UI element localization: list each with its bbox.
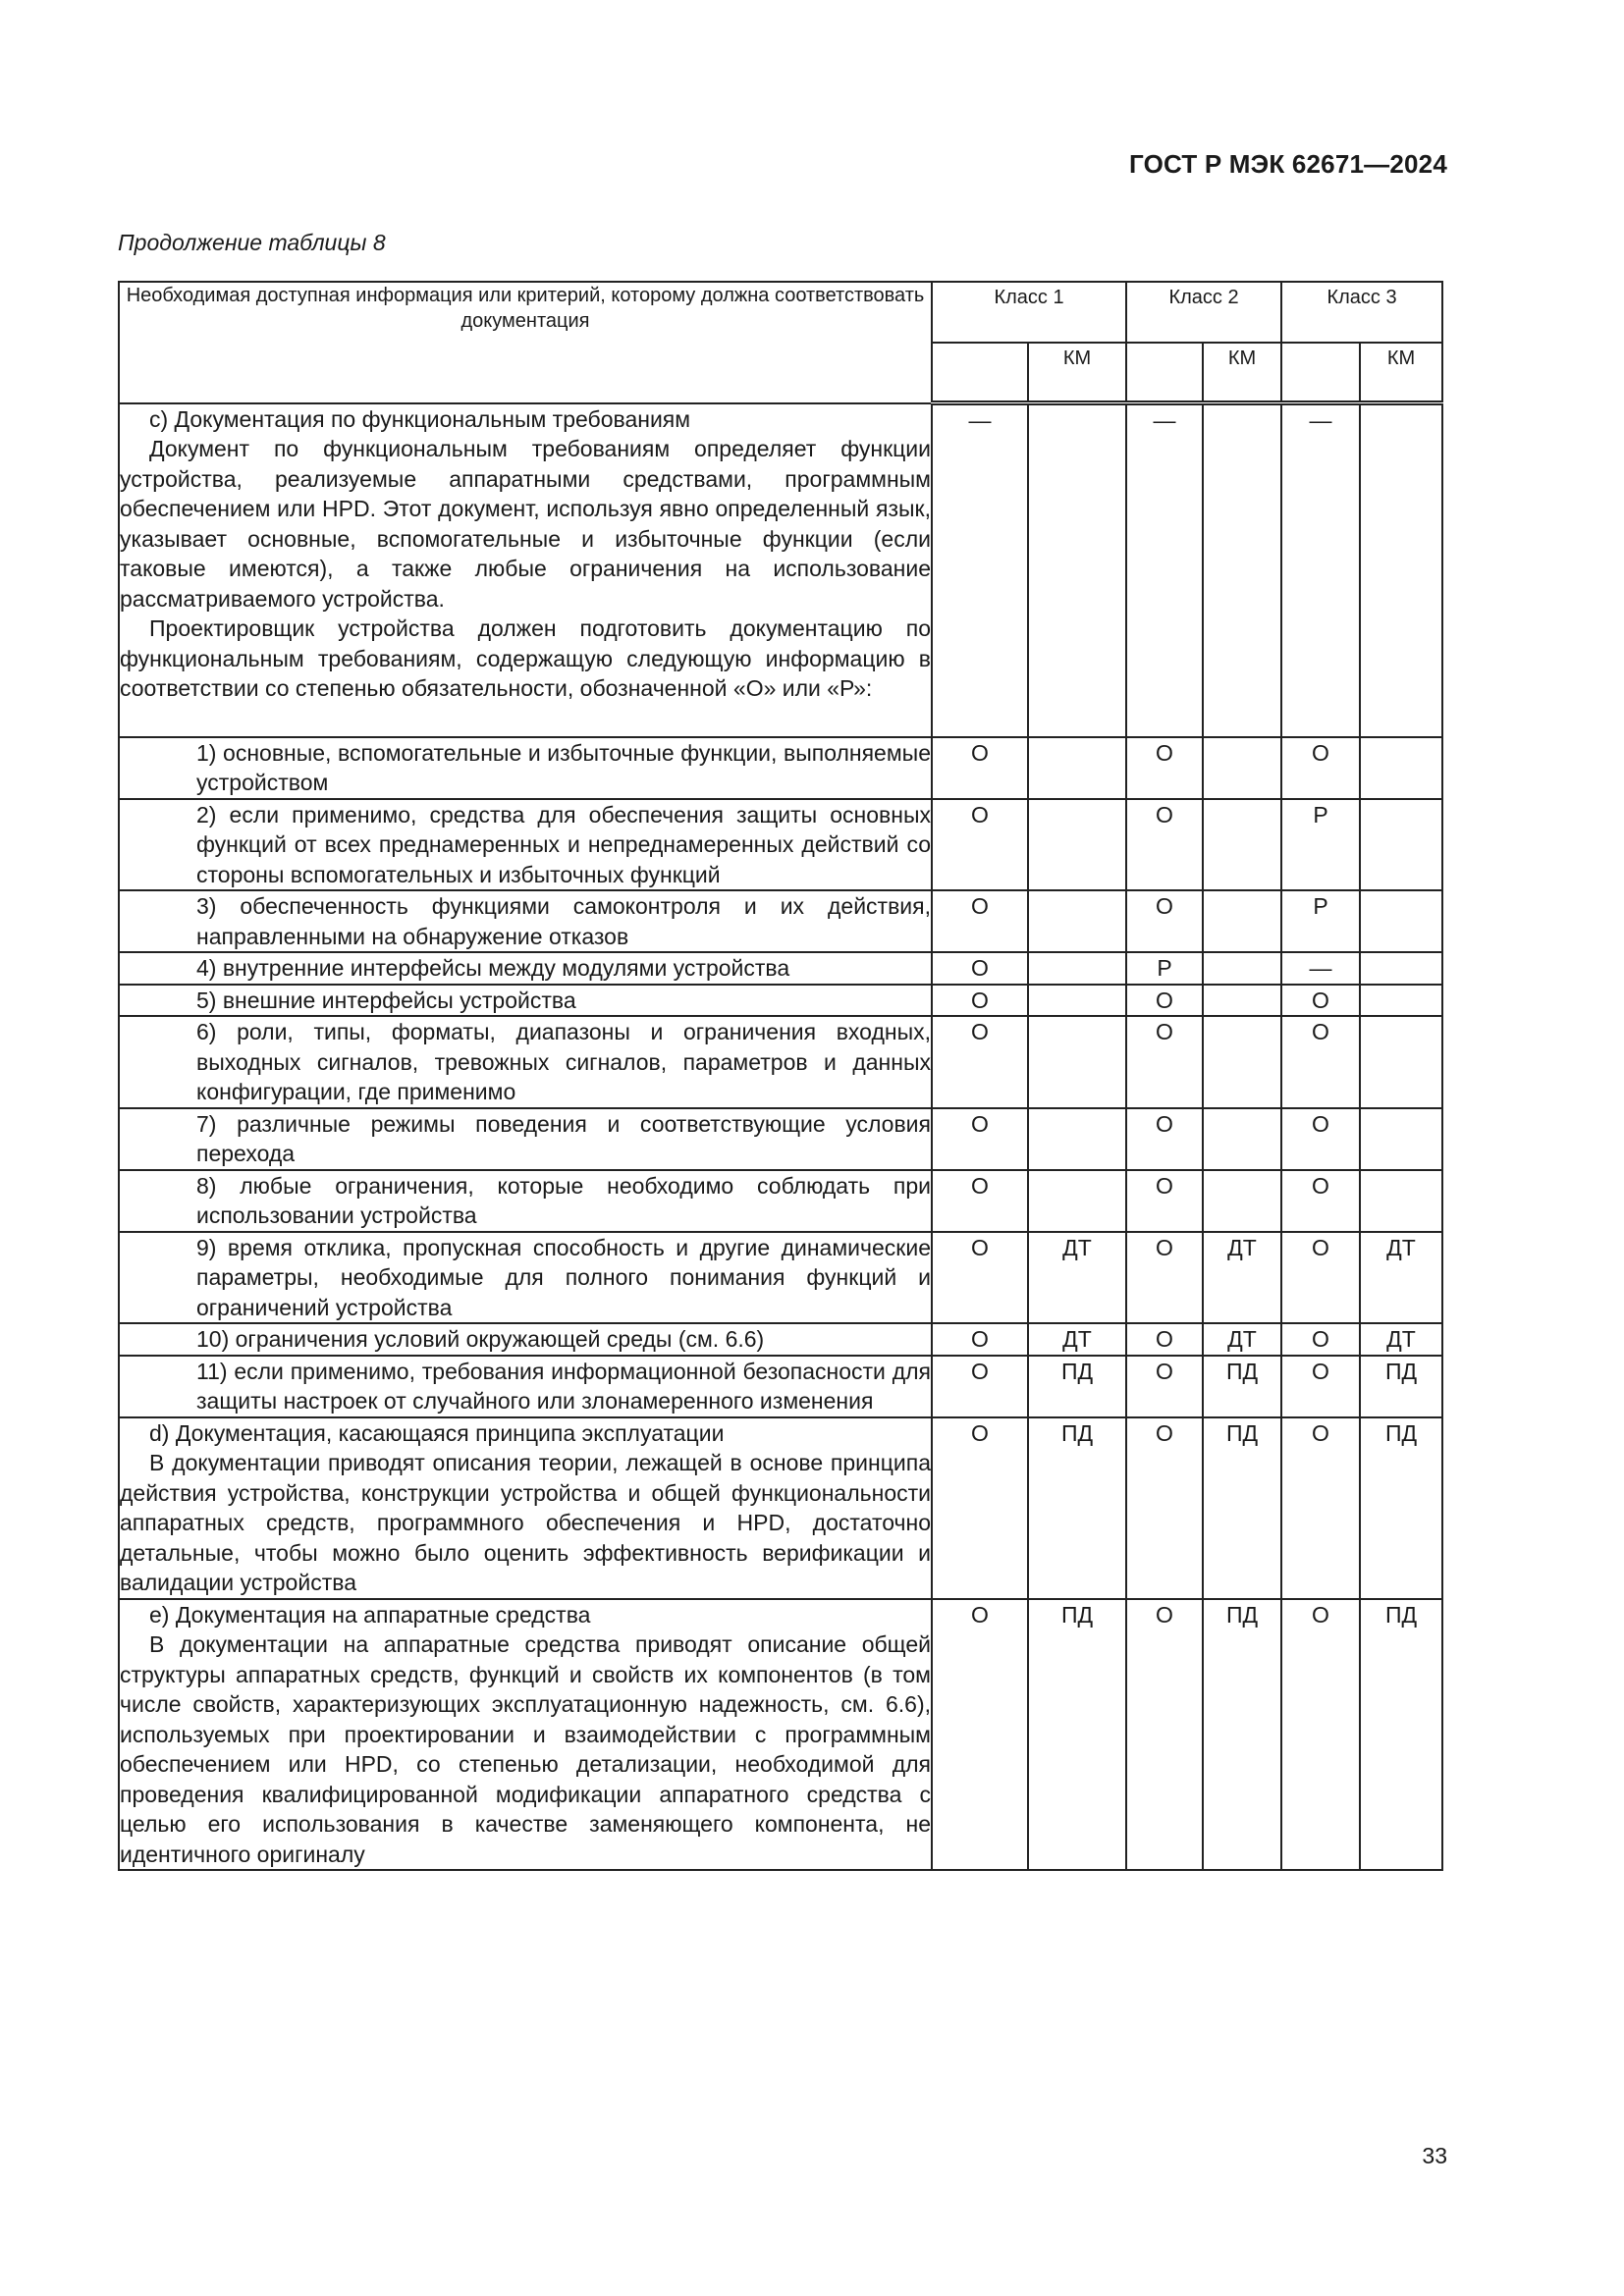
class3-column-header: Класс 3 bbox=[1281, 282, 1442, 343]
table-row bbox=[119, 952, 1442, 985]
class1-km-value bbox=[1028, 737, 1126, 799]
class1-value: О bbox=[932, 1232, 1028, 1324]
class3-value: О bbox=[1281, 1417, 1360, 1599]
criterion-cell: 1) основные, вспомогательные и избыточные функции, выполняемые устройством bbox=[119, 737, 932, 799]
class3-km-value bbox=[1360, 737, 1442, 799]
class2-km-value: ПД bbox=[1203, 1599, 1281, 1871]
class3-km-value: ДТ bbox=[1360, 1323, 1442, 1356]
class3-km-value bbox=[1360, 1108, 1442, 1170]
class3-value: О bbox=[1281, 1599, 1360, 1871]
class3-value: О bbox=[1281, 1016, 1360, 1108]
class2-value: — bbox=[1126, 403, 1203, 737]
class3-value: О bbox=[1281, 985, 1360, 1017]
class1-km-value bbox=[1028, 952, 1126, 985]
class1-km-value: ПД bbox=[1028, 1356, 1126, 1417]
table-row bbox=[119, 1232, 1442, 1324]
class3-value: Р bbox=[1281, 799, 1360, 891]
class3-km-value bbox=[1360, 1016, 1442, 1108]
section-heading: d) Документация, касающаяся принципа эксплуатации bbox=[149, 1419, 725, 1446]
criterion-cell: 6) роли, типы, форматы, диапазоны и ограничения входных, выходных сигналов, тревожных сигналов, параметров и данных конфигурации, где применимо bbox=[119, 1016, 932, 1108]
class1-value: О bbox=[932, 890, 1028, 952]
class3-km-value: ПД bbox=[1360, 1599, 1442, 1871]
class2-value: О bbox=[1126, 1232, 1203, 1324]
class1-value: О bbox=[932, 799, 1028, 891]
class1-km-value bbox=[1028, 985, 1126, 1017]
class2-value: О bbox=[1126, 1170, 1203, 1232]
class1-value: О bbox=[932, 737, 1028, 799]
table-row bbox=[119, 737, 1442, 799]
criterion-cell: 8) любые ограничения, которые необходимо соблюдать при использовании устройства bbox=[119, 1170, 932, 1232]
document-code: ГОСТ Р МЭК 62671—2024 bbox=[1128, 149, 1447, 179]
table-row bbox=[119, 1417, 1442, 1599]
table-row bbox=[119, 403, 1442, 737]
class2-km-value bbox=[1203, 737, 1281, 799]
class1-km-value bbox=[1028, 799, 1126, 891]
class1-value: О bbox=[932, 1356, 1028, 1417]
class2-value: О bbox=[1126, 1323, 1203, 1356]
class3-km-value: ПД bbox=[1360, 1417, 1442, 1599]
class2-value: О bbox=[1126, 1016, 1203, 1108]
section-heading: e) Документация на аппаратные средства bbox=[149, 1601, 591, 1628]
section-paragraph: В документации на аппаратные средства приводят описание общей структуры аппаратных средств, функций и свойств их компонентов (в том числе свойств, характеризующих эксплуатационную надежность, см. 6.6), используемых при проектировании и взаимодействии с программным обеспечением или HPD, со степенью детализации, необходимой для проведения квалифицированной модификации аппаратного средства с целью его использования в качестве заменяющего компонента, не идентичного оригиналу bbox=[120, 1631, 931, 1867]
class3-value: — bbox=[1281, 403, 1360, 737]
class3-value: О bbox=[1281, 1356, 1360, 1417]
class1-km-value bbox=[1028, 1170, 1126, 1232]
criterion-cell: 10) ограничения условий окружающей среды (см. 6.6) bbox=[119, 1323, 932, 1356]
section-paragraph: В документации приводят описания теории, лежащей в основе принципа действия устройства, конструкции устройства и общей функциональности аппаратных средств, программного обеспечения и HPD, достаточно детальные, чтобы можно было оценить эффективность верификации и валидации устройства bbox=[120, 1450, 931, 1595]
class2-value: О bbox=[1126, 1356, 1203, 1417]
class3-value: О bbox=[1281, 1323, 1360, 1356]
criterion-cell bbox=[119, 1599, 932, 1871]
table-row bbox=[119, 1108, 1442, 1170]
class1-value: О bbox=[932, 1016, 1028, 1108]
criterion-cell: 11) если применимо, требования информационной безопасности для защиты настроек от случайного или злонамеренного изменения bbox=[119, 1356, 932, 1417]
class3-value: — bbox=[1281, 952, 1360, 985]
class3-value: О bbox=[1281, 1232, 1360, 1324]
table-row bbox=[119, 799, 1442, 891]
class1-km-value bbox=[1028, 1108, 1126, 1170]
class3-km-value bbox=[1360, 952, 1442, 985]
section-heading: c) Документация по функциональным требованиям bbox=[149, 405, 691, 432]
class2-main-subheader bbox=[1126, 343, 1203, 403]
section-paragraph: Документ по функциональным требованиям определяет функции устройства, реализуемые аппаратными средствами, программным обеспечением или HPD. Этот документ, используя явно определенный язык, указывает основные, вспомогательные и избыточные функции (если таковые имеются), а также любые ограничения на использование рассматриваемого устройства. bbox=[120, 436, 931, 612]
criterion-cell: 5) внешние интерфейсы устройства bbox=[119, 985, 932, 1017]
class1-value: О bbox=[932, 1599, 1028, 1871]
class1-km-value: ДТ bbox=[1028, 1323, 1126, 1356]
class1-main-subheader bbox=[932, 343, 1028, 403]
class3-km-value bbox=[1360, 403, 1442, 737]
criterion-cell: 7) различные режимы поведения и соответствующие условия перехода bbox=[119, 1108, 932, 1170]
class2-value: О bbox=[1126, 890, 1203, 952]
page-number: 33 bbox=[1422, 2143, 1447, 2168]
class3-km-value: ПД bbox=[1360, 1356, 1442, 1417]
class3-value: Р bbox=[1281, 890, 1360, 952]
criterion-cell bbox=[119, 1417, 932, 1599]
class1-value: О bbox=[932, 1170, 1028, 1232]
class2-km-value bbox=[1203, 799, 1281, 891]
class2-km-value bbox=[1203, 1170, 1281, 1232]
class3-km-subheader: КМ bbox=[1360, 343, 1442, 403]
criterion-cell: 2) если применимо, средства для обеспечения защиты основных функций от всех преднамеренных и непреднамеренных действий со стороны вспомогательных и избыточных функций bbox=[119, 799, 932, 891]
class2-value: Р bbox=[1126, 952, 1203, 985]
class2-km-value: ДТ bbox=[1203, 1323, 1281, 1356]
table-row bbox=[119, 1599, 1442, 1871]
class1-value: О bbox=[932, 1108, 1028, 1170]
table-row bbox=[119, 985, 1442, 1017]
class2-value: О bbox=[1126, 799, 1203, 891]
table-row bbox=[119, 890, 1442, 952]
class1-km-value bbox=[1028, 1016, 1126, 1108]
criterion-cell: 9) время отклика, пропускная способность и другие динамические параметры, необходимые для полного понимания функций и ограничений устройства bbox=[119, 1232, 932, 1324]
class2-km-value bbox=[1203, 890, 1281, 952]
class2-column-header: Класс 2 bbox=[1126, 282, 1281, 343]
class2-value: О bbox=[1126, 1417, 1203, 1599]
class1-km-value: ДТ bbox=[1028, 1232, 1126, 1324]
class1-km-value: ПД bbox=[1028, 1599, 1126, 1871]
class1-value: О bbox=[932, 1417, 1028, 1599]
class2-value: О bbox=[1126, 737, 1203, 799]
class2-km-value bbox=[1203, 952, 1281, 985]
class1-value: О bbox=[932, 1323, 1028, 1356]
class1-value: О bbox=[932, 985, 1028, 1017]
criterion-cell bbox=[119, 403, 932, 737]
class3-value: О bbox=[1281, 737, 1360, 799]
class2-km-value: ПД bbox=[1203, 1417, 1281, 1599]
class2-km-value bbox=[1203, 403, 1281, 737]
class3-km-value: ДТ bbox=[1360, 1232, 1442, 1324]
class2-value: О bbox=[1126, 985, 1203, 1017]
class2-value: О bbox=[1126, 1599, 1203, 1871]
class1-km-value bbox=[1028, 890, 1126, 952]
class3-km-value bbox=[1360, 1170, 1442, 1232]
criterion-cell: 3) обеспеченность функциями самоконтроля и их действия, направленными на обнаружение отказов bbox=[119, 890, 932, 952]
class3-value: О bbox=[1281, 1108, 1360, 1170]
section-paragraph: Проектировщик устройства должен подготовить документацию по функциональным требованиям, содержащую следующую информацию в соответствии со степенью обязательности, обозначенной «О» или «Р»: bbox=[120, 615, 931, 701]
criterion-column-header: Необходимая доступная информация или критерий, которому должна соответствовать документация bbox=[119, 282, 932, 403]
table-row bbox=[119, 1356, 1442, 1417]
table-row bbox=[119, 1016, 1442, 1108]
class2-km-value bbox=[1203, 1108, 1281, 1170]
class3-main-subheader bbox=[1281, 343, 1360, 403]
class2-km-subheader: КМ bbox=[1203, 343, 1281, 403]
class2-km-value: ДТ bbox=[1203, 1232, 1281, 1324]
table-row bbox=[119, 1323, 1442, 1356]
requirements-table bbox=[118, 281, 1443, 1871]
criterion-cell: 4) внутренние интерфейсы между модулями устройства bbox=[119, 952, 932, 985]
class1-km-value: ПД bbox=[1028, 1417, 1126, 1599]
class2-km-value bbox=[1203, 985, 1281, 1017]
class1-column-header: Класс 1 bbox=[932, 282, 1126, 343]
class2-value: О bbox=[1126, 1108, 1203, 1170]
table-row bbox=[119, 1170, 1442, 1232]
class2-km-value: ПД bbox=[1203, 1356, 1281, 1417]
class3-km-value bbox=[1360, 799, 1442, 891]
class1-value: — bbox=[932, 403, 1028, 737]
class1-km-value bbox=[1028, 403, 1126, 737]
class3-value: О bbox=[1281, 1170, 1360, 1232]
class2-km-value bbox=[1203, 1016, 1281, 1108]
table-continuation-caption: Продолжение таблицы 8 bbox=[118, 230, 386, 255]
class3-km-value bbox=[1360, 985, 1442, 1017]
class1-value: О bbox=[932, 952, 1028, 985]
class3-km-value bbox=[1360, 890, 1442, 952]
class1-km-subheader: КМ bbox=[1028, 343, 1126, 403]
